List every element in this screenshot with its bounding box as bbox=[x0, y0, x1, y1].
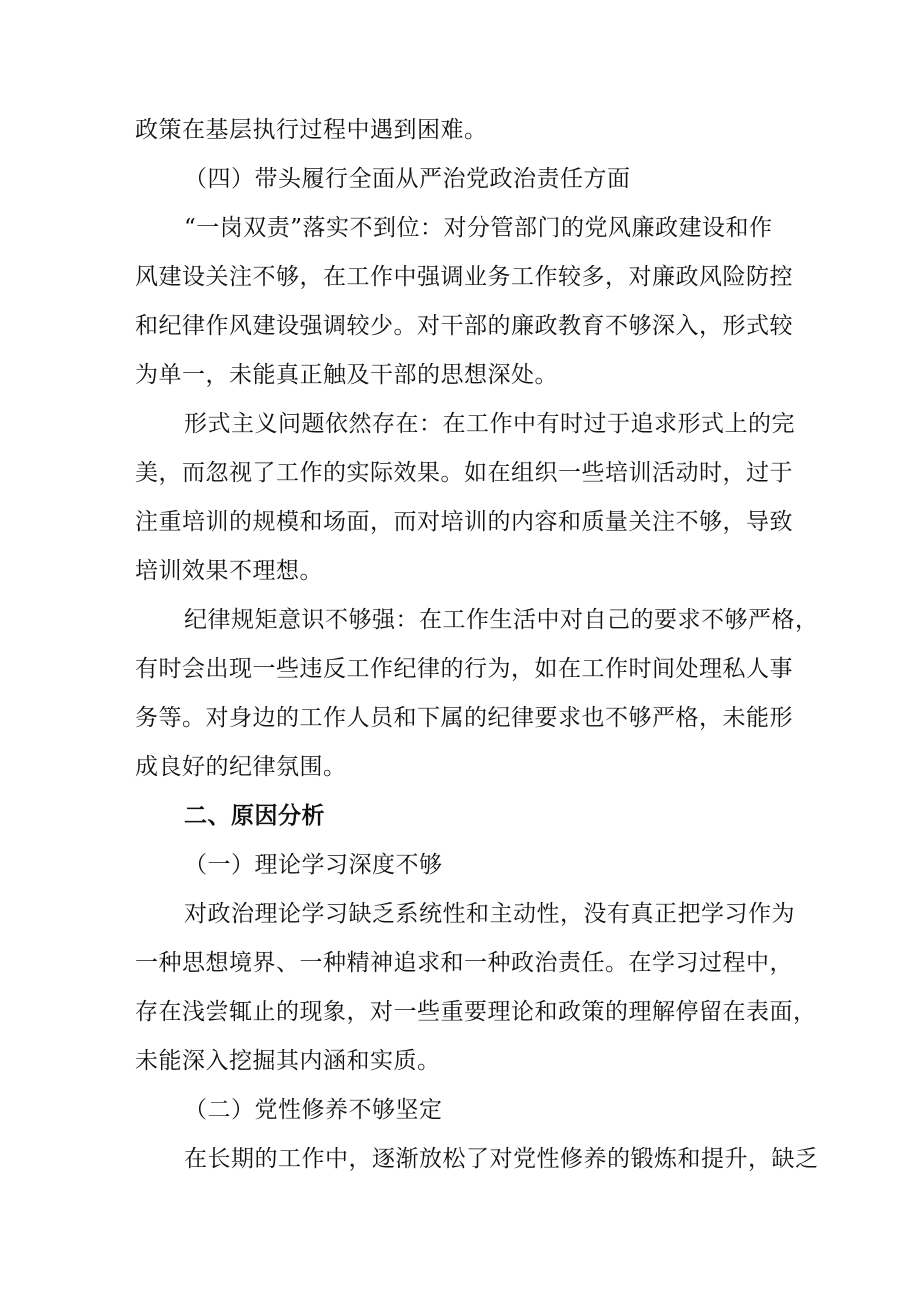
section-heading-2: 二、原因分析 bbox=[184, 803, 325, 829]
text-line: 未能深入挖掘其内涵和实质。 bbox=[135, 1048, 441, 1074]
text-line: 为单一，未能真正触及干部的思想深处。 bbox=[135, 362, 558, 388]
text-line: 在长期的工作中，逐渐放松了对党性修养的锻炼和提升，缺乏 bbox=[184, 1146, 819, 1172]
text-line: 存在浅尝辄止的现象，对一些重要理论和政策的理解停留在表面， bbox=[135, 999, 817, 1025]
text-line: 形式主义问题依然存在：在工作中有时过于追求形式上的完 bbox=[184, 411, 795, 437]
text-line: 对政治理论学习缺乏系统性和主动性，没有真正把学习作为 bbox=[184, 901, 795, 927]
text-line: 培训效果不理想。 bbox=[135, 558, 323, 584]
text-line: 注重培训的规模和场面，而对培训的内容和质量关注不够，导致 bbox=[135, 509, 793, 535]
text-line: 风建设关注不够，在工作中强调业务工作较多，对廉政风险防控 bbox=[135, 264, 793, 290]
text-line: 有时会出现一些违反工作纪律的行为，如在工作时间处理私人事 bbox=[135, 656, 793, 682]
text-line: 美，而忽视了工作的实际效果。如在组织一些培训活动时，过于 bbox=[135, 460, 793, 486]
subheading-section-4: （四）带头履行全面从严治党政治责任方面 bbox=[184, 166, 631, 192]
text-line: “一岗双责”落实不到位：对分管部门的党风廉政建设和作 bbox=[184, 215, 773, 241]
text-line: 纪律规矩意识不够强：在工作生活中对自己的要求不够严格， bbox=[184, 607, 819, 633]
subheading-section-1: （一）理论学习深度不够 bbox=[184, 852, 443, 878]
text-line: 政策在基层执行过程中遇到困难。 bbox=[135, 117, 488, 143]
subheading-section-2: （二）党性修养不够坚定 bbox=[184, 1097, 443, 1123]
text-line: 成良好的纪律氛围。 bbox=[135, 754, 347, 780]
text-line: 一种思想境界、一种精神追求和一种政治责任。在学习过程中， bbox=[135, 950, 793, 976]
text-line: 和纪律作风建设强调较少。对干部的廉政教育不够深入，形式较 bbox=[135, 313, 793, 339]
text-line: 务等。对身边的工作人员和下属的纪律要求也不够严格，未能形 bbox=[135, 705, 793, 731]
